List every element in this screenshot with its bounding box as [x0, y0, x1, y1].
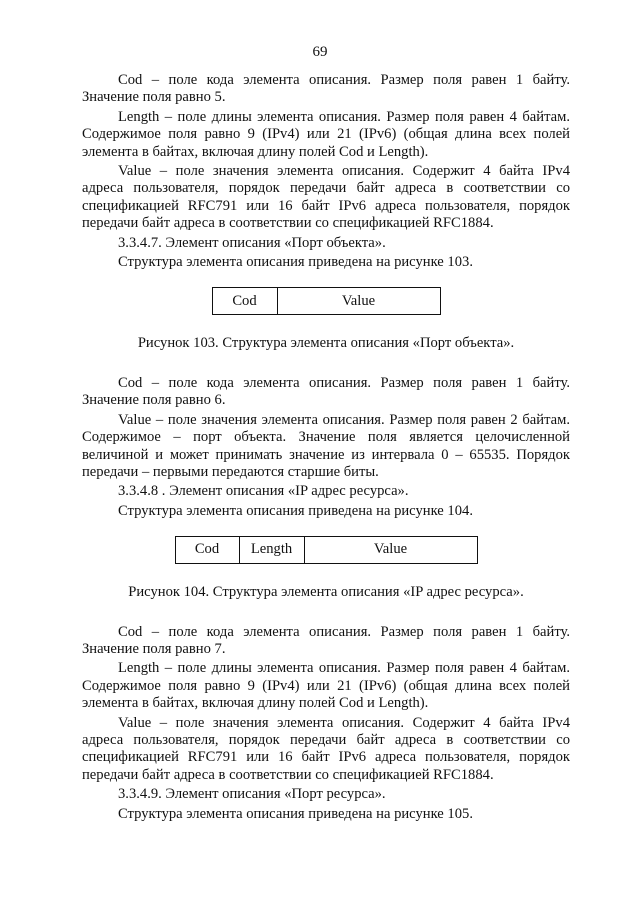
paragraph: Cod – поле кода элемента описания. Размер поля равен 1 байту. Значение поля равно 6. — [82, 374, 570, 409]
paragraph: Структура элемента описания приведена на рисунке 103. — [118, 254, 473, 271]
paragraph: Cod – поле кода элемента описания. Размер поля равен 1 байту. Значение поля равно 7. — [82, 623, 570, 657]
figure-cell-cod: Cod — [212, 288, 277, 315]
figure-cell-cod: Cod — [175, 537, 239, 564]
paragraph: Length – поле длины элемента описания. Размер поля равен 4 байтам. Содержимое поля равно 9 (IPv4) или 21 (IPv6) (общая длина всех полей элемента в байтах, включая длину полей Cod и Length). — [82, 108, 570, 160]
paragraph: Value – поле значения элемента описания. Размер поля равен 2 байтам. Содержимое – порт объекта. Значение поля является целочисленной величиной и может принимать значение из интервала 0 – 65535. Порядок передачи – первыми передаются старшие биты. — [82, 411, 570, 480]
page-number: 69 — [312, 44, 328, 60]
figure-cell-value: Value — [277, 288, 440, 315]
figure-caption: Рисунок 104. Структура элемента описания «IP адрес ресурса». — [128, 584, 524, 601]
paragraph: Value – поле значения элемента описания. Содержит 4 байта IPv4 адреса пользователя, порядок передачи байт адреса в соответствии со спецификацией RFC791 или 16 байт IPv6 адреса пользователя, порядок передачи байт адреса в соответствии со спецификацией RFC1884. — [82, 714, 570, 783]
structure-figure — [212, 287, 441, 315]
paragraph: Структура элемента описания приведена на рисунке 105. — [118, 805, 473, 822]
paragraph: Length – поле длины элемента описания. Размер поля равен 4 байтам. Содержимое поля равно 9 (IPv4) или 21 (IPv6) (общая длина всех полей элемента в байтах, включая длину полей Cod и Length). — [82, 660, 570, 712]
figure-cell-length: Length — [239, 537, 304, 564]
paragraph: Cod – поле кода элемента описания. Размер поля равен 1 байту. Значение поля равно 5. — [82, 72, 570, 106]
paragraph: 3.3.4.9. Элемент описания «Порт ресурса». — [118, 786, 386, 803]
paragraph: 3.3.4.8 . Элемент описания «IP адрес ресурса». — [118, 483, 409, 500]
paragraph: Структура элемента описания приведена на рисунке 104. — [118, 502, 473, 519]
paragraph: Value – поле значения элемента описания. Содержит 4 байта IPv4 адреса пользователя, порядок передачи байт адреса в соответствии со спецификацией RFC791 или 16 байт IPv6 адреса пользователя, порядок передачи байт адреса в соответствии со спецификацией RFC1884. — [82, 163, 570, 232]
figure-caption: Рисунок 103. Структура элемента описания «Порт объекта». — [137, 335, 515, 352]
document-body — [82, 72, 570, 825]
structure-figure — [175, 536, 478, 564]
figure-cell-value: Value — [304, 537, 477, 564]
paragraph: 3.3.4.7. Элемент описания «Порт объекта». — [118, 234, 386, 251]
